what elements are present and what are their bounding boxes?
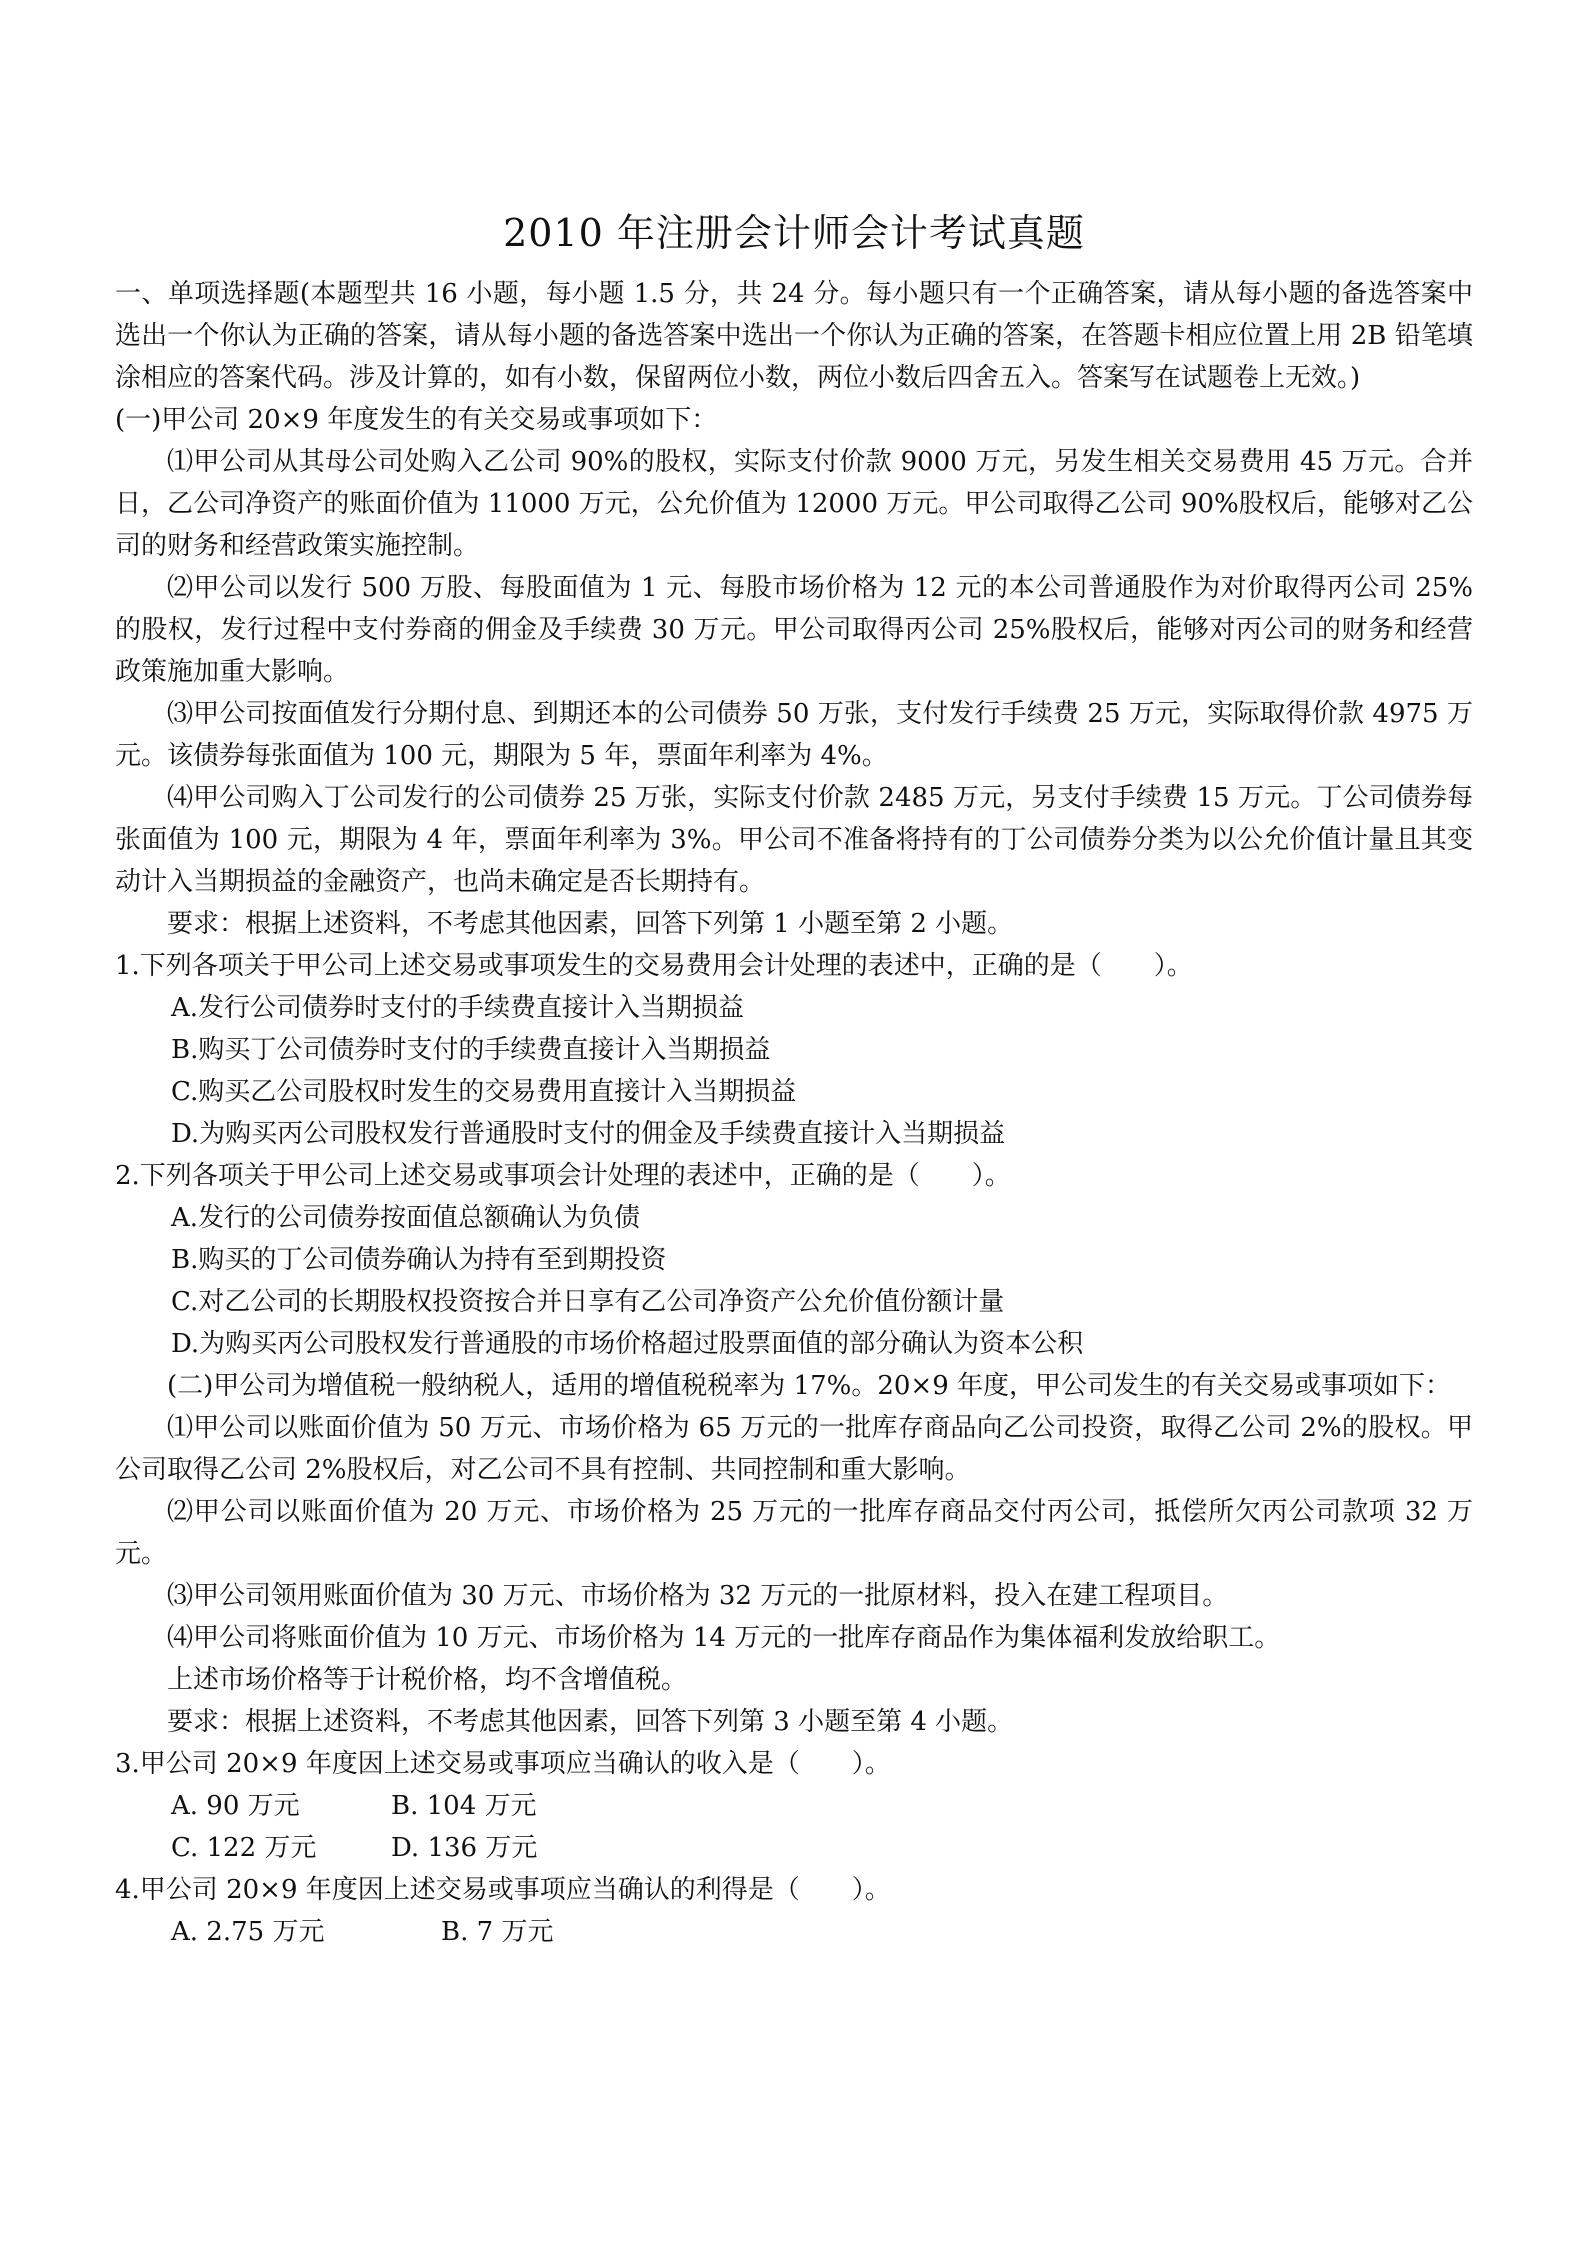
- question-2-option-a: A.发行的公司债券按面值总额确认为负债: [171, 1203, 641, 1233]
- case-1-requirement: 要求：根据上述资料，不考虑其他因素，回答下列第 1 小题至第 2 小题。: [167, 909, 1014, 939]
- question-3-option-d: D. 136 万元: [391, 1833, 538, 1863]
- question-4-options-row-1: [115, 1911, 1473, 1953]
- section-instructions: 一、单项选择题(本题型共 16 小题，每小题 1.5 分，共 24 分。每小题只有一个正确答案，请从每小题的备选答案中选出一个你认为正确的答案，请从每小题的备选答案中选出一个你认为正确的答案，在答题卡相应位置上用 2B 铅笔填涂相应的答案代码。涉及计算的，如有小数，保留两位小数，两位小数后四舍五入。答案写在试题卷上无效。): [115, 279, 1473, 393]
- question-1-option-c: C.购买乙公司股权时发生的交易费用直接计入当期损益: [171, 1077, 797, 1107]
- question-3-options-row-1: [115, 1785, 1473, 1827]
- question-3-options-row-2: [115, 1827, 1473, 1869]
- question-1-option-b: B.购买丁公司债券时支付的手续费直接计入当期损益: [171, 1035, 771, 1065]
- question-3-stem: 3.甲公司 20×9 年度因上述交易或事项应当确认的收入是（ ）。: [115, 1749, 891, 1779]
- case-2-item-4: ⑷甲公司将账面价值为 10 万元、市场价格为 14 万元的一批库存商品作为集体福利发放给职工。: [167, 1623, 1281, 1653]
- question-2-option-b: B.购买的丁公司债券确认为持有至到期投资: [171, 1245, 667, 1275]
- case-2-heading: (二)甲公司为增值税一般纳税人，适用的增值税税率为 17%。20×9 年度，甲公司发生的有关交易或事项如下：: [167, 1371, 1452, 1401]
- question-1-option-a: A.发行公司债券时支付的手续费直接计入当期损益: [171, 993, 745, 1023]
- case-1-item-1: ⑴甲公司从其母公司处购入乙公司 90%的股权，实际支付价款 9000 万元，另发生相关交易费用 45 万元。合并日，乙公司净资产的账面价值为 11000 万元，公允价值为 12000 万元。甲公司取得乙公司 90%股权后，能够对乙公司的财务和经营政策实施控制。: [115, 447, 1473, 561]
- case-1-item-2: ⑵甲公司以发行 500 万股、每股面值为 1 元、每股市场价格为 12 元的本公司普通股作为对价取得丙公司 25%的股权，发行过程中支付券商的佣金及手续费 30 万元。甲公司取得丙公司 25%股权后，能够对丙公司的财务和经营政策施加重大影响。: [115, 573, 1473, 687]
- case-2-note: 上述市场价格等于计税价格，均不含增值税。: [167, 1665, 688, 1695]
- question-4-option-a: A. 2.75 万元: [171, 1917, 325, 1947]
- question-4-option-b: B. 7 万元: [441, 1917, 554, 1947]
- case-2-requirement: 要求：根据上述资料，不考虑其他因素，回答下列第 3 小题至第 4 小题。: [167, 1707, 1014, 1737]
- question-4-stem: 4.甲公司 20×9 年度因上述交易或事项应当确认的利得是（ ）。: [115, 1875, 891, 1905]
- question-3-option-c: C. 122 万元: [171, 1833, 317, 1863]
- question-3-option-b: B. 104 万元: [391, 1791, 537, 1821]
- question-2-stem: 2.下列各项关于甲公司上述交易或事项会计处理的表述中，正确的是（ ）。: [115, 1161, 1011, 1191]
- case-1-item-3: ⑶甲公司按面值发行分期付息、到期还本的公司债券 50 万张，支付发行手续费 25 万元，实际取得价款 4975 万元。该债券每张面值为 100 元，期限为 5 年，票面年利率为 4%。: [115, 699, 1473, 771]
- question-1-option-d: D.为购买丙公司股权发行普通股时支付的佣金及手续费直接计入当期损益: [171, 1119, 1006, 1149]
- page-title: 2010 年注册会计师会计考试真题: [503, 211, 1085, 255]
- case-2-item-3: ⑶甲公司领用账面价值为 30 万元、市场价格为 32 万元的一批原材料，投入在建工程项目。: [167, 1581, 1229, 1611]
- exam-page: [115, 205, 1473, 1953]
- case-1-item-4: ⑷甲公司购入丁公司发行的公司债券 25 万张，实际支付价款 2485 万元，另支付手续费 15 万元。丁公司债券每张面值为 100 元，期限为 4 年，票面年利率为 3%。甲公司不准备将持有的丁公司债券分类为以公允价值计量且其变动计入当期损益的金融资产，也尚未确定是否长期持有。: [115, 783, 1473, 897]
- question-2-option-c: C.对乙公司的长期股权投资按合并日享有乙公司净资产公允价值份额计量: [171, 1287, 1005, 1317]
- question-3-option-a: A. 90 万元: [171, 1791, 300, 1821]
- question-1-stem: 1.下列各项关于甲公司上述交易或事项发生的交易费用会计处理的表述中，正确的是（ ）。: [115, 951, 1193, 981]
- question-2-option-d: D.为购买丙公司股权发行普通股的市场价格超过股票面值的部分确认为资本公积: [171, 1329, 1084, 1359]
- case-1-heading: (一)甲公司 20×9 年度发生的有关交易或事项如下：: [115, 405, 718, 435]
- case-2-item-2: ⑵甲公司以账面价值为 20 万元、市场价格为 25 万元的一批库存商品交付丙公司，抵偿所欠丙公司款项 32 万元。: [115, 1497, 1473, 1569]
- case-2-item-1: ⑴甲公司以账面价值为 50 万元、市场价格为 65 万元的一批库存商品向乙公司投资，取得乙公司 2%的股权。甲公司取得乙公司 2%股权后，对乙公司不具有控制、共同控制和重大影响。: [115, 1413, 1473, 1485]
